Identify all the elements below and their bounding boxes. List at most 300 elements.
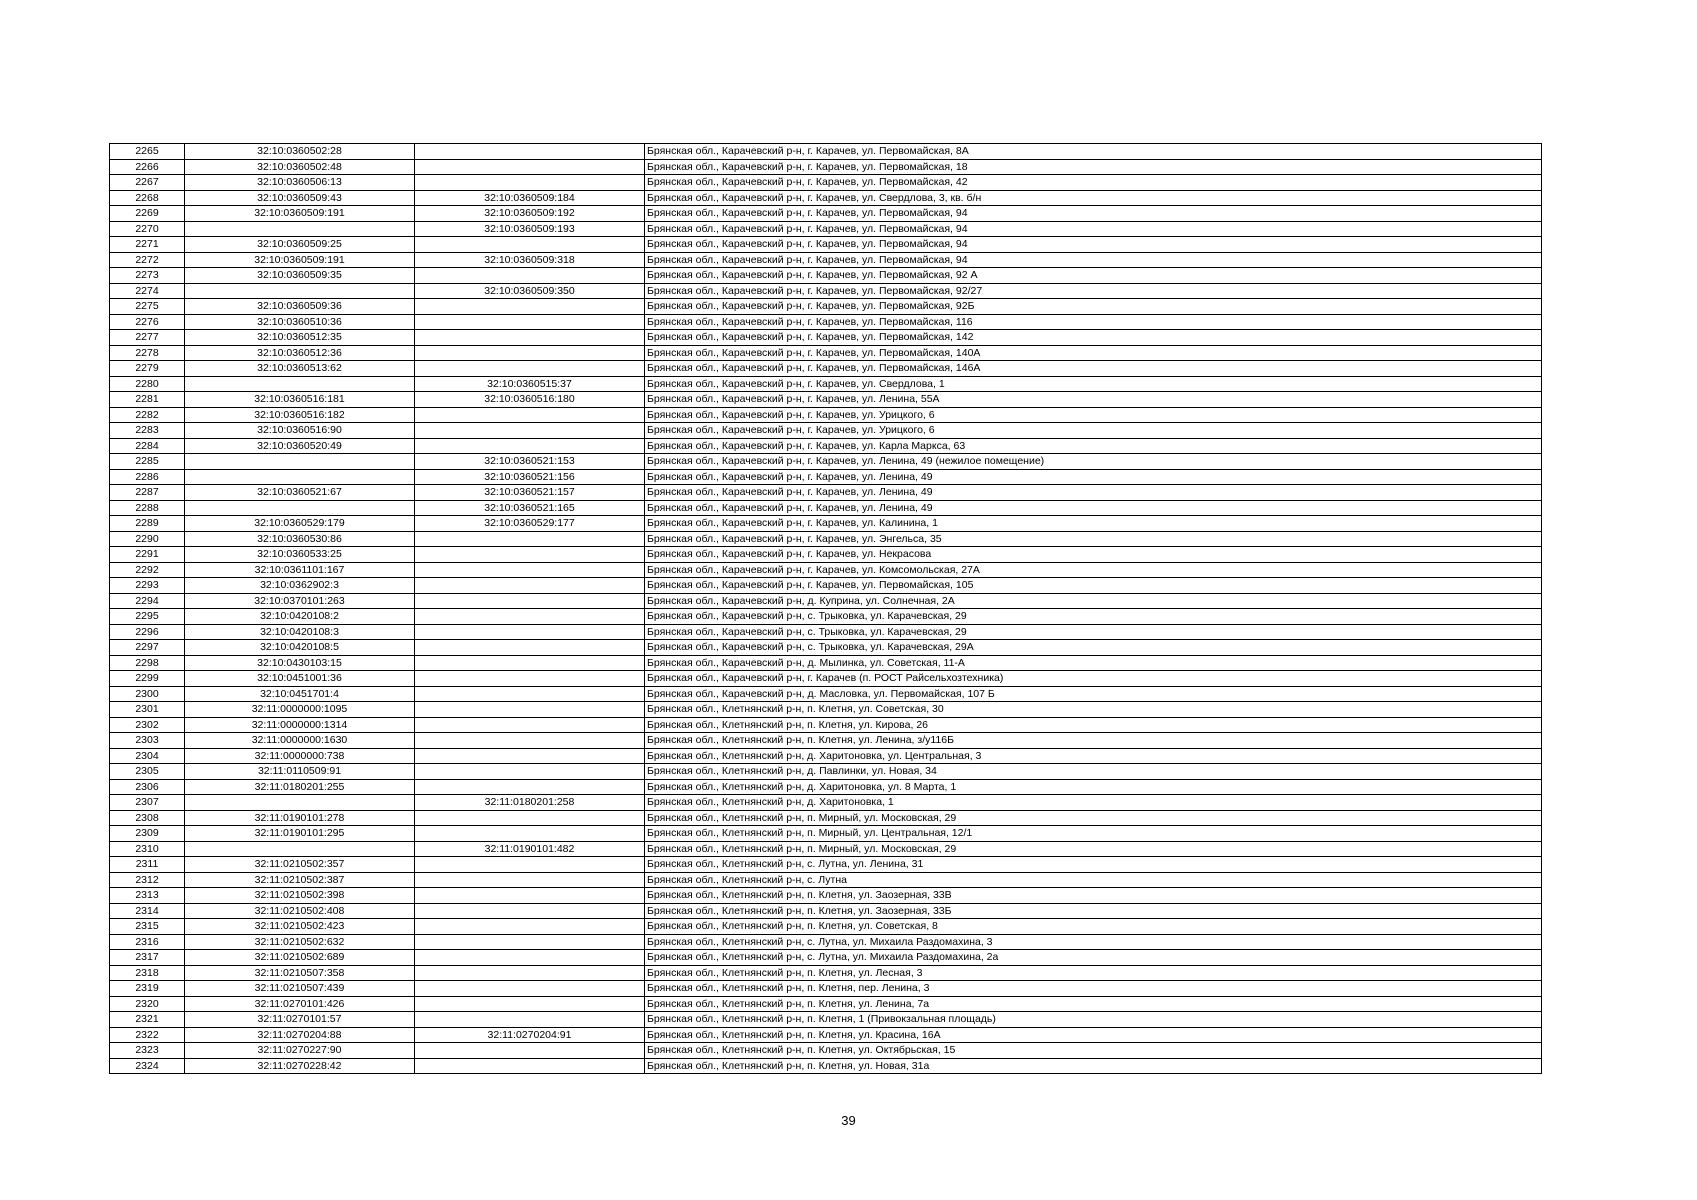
address-cell: Брянская обл., Карачевский р-н, г. Карачев, ул. Первомайская, 94 [645, 237, 1542, 253]
row-number-cell: 2322 [110, 1027, 185, 1043]
table-row [110, 190, 1542, 206]
address-cell: Брянская обл., Клетнянский р-н, п. Клетня, ул. Кирова, 26 [645, 717, 1542, 733]
row-number-cell: 2271 [110, 237, 185, 253]
related-cadastral-cell [415, 314, 645, 330]
address-cell: Брянская обл., Карачевский р-н, г. Карачев, ул. Некрасова [645, 547, 1542, 563]
row-number-cell: 2307 [110, 795, 185, 811]
address-cell: Брянская обл., Карачевский р-н, д. Масловка, ул. Первомайская, 107 Б [645, 686, 1542, 702]
row-number-cell: 2293 [110, 578, 185, 594]
address-cell: Брянская обл., Карачевский р-н, с. Трыковка, ул. Карачевская, 29 [645, 609, 1542, 625]
row-number-cell: 2318 [110, 965, 185, 981]
related-cadastral-cell [415, 764, 645, 780]
related-cadastral-cell: 32:10:0360529:177 [415, 516, 645, 532]
address-cell: Брянская обл., Клетнянский р-н, п. Мирный, ул. Центральная, 12/1 [645, 826, 1542, 842]
related-cadastral-cell [415, 888, 645, 904]
table-body [110, 144, 1542, 1074]
cadastral-number-cell [185, 841, 415, 857]
address-cell: Брянская обл., Клетнянский р-н, п. Клетня, пер. Ленина, 3 [645, 981, 1542, 997]
address-cell: Брянская обл., Клетнянский р-н, с. Лутна, ул. Ленина, 31 [645, 857, 1542, 873]
address-cell: Брянская обл., Клетнянский р-н, п. Клетня, ул. Советская, 30 [645, 702, 1542, 718]
table-row [110, 1027, 1542, 1043]
row-number-cell: 2314 [110, 903, 185, 919]
row-number-cell: 2270 [110, 221, 185, 237]
cadastral-number-cell: 32:10:0360516:181 [185, 392, 415, 408]
related-cadastral-cell [415, 950, 645, 966]
row-number-cell: 2273 [110, 268, 185, 284]
address-cell: Брянская обл., Карачевский р-н, д. Куприна, ул. Солнечная, 2А [645, 593, 1542, 609]
table-row [110, 423, 1542, 439]
table-row [110, 919, 1542, 935]
cadastral-number-cell: 32:11:0000000:1314 [185, 717, 415, 733]
address-cell: Брянская обл., Клетнянский р-н, д. Харитоновка, ул. 8 Марта, 1 [645, 779, 1542, 795]
related-cadastral-cell [415, 1058, 645, 1074]
cadastral-number-cell: 32:11:0270204:88 [185, 1027, 415, 1043]
table-row [110, 841, 1542, 857]
related-cadastral-cell [415, 547, 645, 563]
related-cadastral-cell [415, 531, 645, 547]
cadastral-number-cell: 32:10:0360516:182 [185, 407, 415, 423]
cadastral-number-cell: 32:10:0361101:167 [185, 562, 415, 578]
row-number-cell: 2275 [110, 299, 185, 315]
cadastral-number-cell: 32:10:0360509:35 [185, 268, 415, 284]
row-number-cell: 2303 [110, 733, 185, 749]
row-number-cell: 2308 [110, 810, 185, 826]
row-number-cell: 2287 [110, 485, 185, 501]
related-cadastral-cell [415, 748, 645, 764]
cadastral-number-cell: 32:10:0360512:36 [185, 345, 415, 361]
related-cadastral-cell: 32:10:0360515:37 [415, 376, 645, 392]
row-number-cell: 2290 [110, 531, 185, 547]
related-cadastral-cell [415, 779, 645, 795]
row-number-cell: 2320 [110, 996, 185, 1012]
address-cell: Брянская обл., Клетнянский р-н, п. Клетня, ул. Советская, 8 [645, 919, 1542, 935]
row-number-cell: 2304 [110, 748, 185, 764]
related-cadastral-cell [415, 609, 645, 625]
related-cadastral-cell [415, 810, 645, 826]
cadastral-number-cell: 32:10:0360513:62 [185, 361, 415, 377]
cadastral-number-cell: 32:10:0360506:13 [185, 175, 415, 191]
table-row [110, 810, 1542, 826]
cadastral-number-cell: 32:10:0360510:36 [185, 314, 415, 330]
cadastral-number-cell: 32:10:0360509:191 [185, 206, 415, 222]
related-cadastral-cell: 32:10:0360509:193 [415, 221, 645, 237]
table-row [110, 330, 1542, 346]
row-number-cell: 2296 [110, 624, 185, 640]
table-row [110, 903, 1542, 919]
table-row [110, 1058, 1542, 1074]
cadastral-number-cell: 32:10:0360530:86 [185, 531, 415, 547]
row-number-cell: 2276 [110, 314, 185, 330]
table-row [110, 314, 1542, 330]
address-cell: Брянская обл., Карачевский р-н, г. Карачев, ул. Карла Маркса, 63 [645, 438, 1542, 454]
table-row [110, 655, 1542, 671]
related-cadastral-cell: 32:10:0360516:180 [415, 392, 645, 408]
cadastral-number-cell [185, 376, 415, 392]
table-row [110, 717, 1542, 733]
address-cell: Брянская обл., Клетнянский р-н, с. Лутна [645, 872, 1542, 888]
row-number-cell: 2310 [110, 841, 185, 857]
row-number-cell: 2269 [110, 206, 185, 222]
row-number-cell: 2316 [110, 934, 185, 950]
row-number-cell: 2286 [110, 469, 185, 485]
related-cadastral-cell: 32:11:0180201:258 [415, 795, 645, 811]
related-cadastral-cell [415, 159, 645, 175]
cadastral-number-cell [185, 221, 415, 237]
address-cell: Брянская обл., Клетнянский р-н, д. Павлинки, ул. Новая, 34 [645, 764, 1542, 780]
table-row [110, 686, 1542, 702]
related-cadastral-cell: 32:10:0360509:192 [415, 206, 645, 222]
cadastral-number-cell: 32:10:0360521:67 [185, 485, 415, 501]
cadastral-number-cell: 32:11:0000000:1095 [185, 702, 415, 718]
address-cell: Брянская обл., Клетнянский р-н, п. Мирный, ул. Московская, 29 [645, 841, 1542, 857]
cadastral-number-cell: 32:10:0360509:25 [185, 237, 415, 253]
related-cadastral-cell [415, 361, 645, 377]
table-row [110, 485, 1542, 501]
row-number-cell: 2280 [110, 376, 185, 392]
table-row [110, 237, 1542, 253]
address-cell: Брянская обл., Карачевский р-н, г. Карачев, ул. Первомайская, 146А [645, 361, 1542, 377]
row-number-cell: 2282 [110, 407, 185, 423]
related-cadastral-cell: 32:11:0270204:91 [415, 1027, 645, 1043]
cadastral-number-cell: 32:10:0360509:36 [185, 299, 415, 315]
address-cell: Брянская обл., Карачевский р-н, г. Карачев, ул. Первомайская, 92Б [645, 299, 1542, 315]
cadastral-number-cell: 32:10:0360509:43 [185, 190, 415, 206]
cadastral-number-cell: 32:10:0360502:28 [185, 144, 415, 160]
table-row [110, 593, 1542, 609]
table-row [110, 779, 1542, 795]
table-row [110, 624, 1542, 640]
address-cell: Брянская обл., Карачевский р-н, г. Карачев, ул. Ленина, 49 [645, 500, 1542, 516]
table-row [110, 826, 1542, 842]
cadastral-number-cell [185, 500, 415, 516]
row-number-cell: 2300 [110, 686, 185, 702]
address-cell: Брянская обл., Клетнянский р-н, п. Клетня, ул. Ленина, 7а [645, 996, 1542, 1012]
row-number-cell: 2268 [110, 190, 185, 206]
related-cadastral-cell [415, 903, 645, 919]
cadastral-number-cell: 32:10:0360512:35 [185, 330, 415, 346]
table-row [110, 206, 1542, 222]
address-cell: Брянская обл., Карачевский р-н, г. Карачев, ул. Первомайская, 94 [645, 221, 1542, 237]
table-row [110, 888, 1542, 904]
table-row [110, 857, 1542, 873]
row-number-cell: 2315 [110, 919, 185, 935]
table-row [110, 221, 1542, 237]
cadastral-number-cell: 32:10:0360529:179 [185, 516, 415, 532]
related-cadastral-cell [415, 686, 645, 702]
table-row [110, 376, 1542, 392]
address-cell: Брянская обл., Клетнянский р-н, п. Клетня, ул. Заозерная, 33В [645, 888, 1542, 904]
cadastral-number-cell: 32:11:0270228:42 [185, 1058, 415, 1074]
row-number-cell: 2306 [110, 779, 185, 795]
row-number-cell: 2321 [110, 1012, 185, 1028]
cadastral-number-cell [185, 469, 415, 485]
table-row [110, 299, 1542, 315]
table-row [110, 748, 1542, 764]
row-number-cell: 2272 [110, 252, 185, 268]
address-cell: Брянская обл., Карачевский р-н, г. Карачев (п. РОСТ Райсельхозтехника) [645, 671, 1542, 687]
related-cadastral-cell [415, 144, 645, 160]
table-row [110, 531, 1542, 547]
row-number-cell: 2309 [110, 826, 185, 842]
row-number-cell: 2278 [110, 345, 185, 361]
row-number-cell: 2324 [110, 1058, 185, 1074]
table-row [110, 702, 1542, 718]
related-cadastral-cell [415, 826, 645, 842]
address-cell: Брянская обл., Клетнянский р-н, п. Клетня, 1 (Привокзальная площадь) [645, 1012, 1542, 1028]
address-cell: Брянская обл., Клетнянский р-н, п. Клетня, ул. Лесная, 3 [645, 965, 1542, 981]
address-cell: Брянская обл., Клетнянский р-н, с. Лутна, ул. Михаила Раздомахина, 3 [645, 934, 1542, 950]
address-cell: Брянская обл., Клетнянский р-н, п. Клетня, ул. Новая, 31а [645, 1058, 1542, 1074]
table-row [110, 996, 1542, 1012]
related-cadastral-cell [415, 175, 645, 191]
cadastral-number-cell: 32:11:0210502:408 [185, 903, 415, 919]
cadastral-number-cell: 32:11:0210502:423 [185, 919, 415, 935]
cadastral-number-cell: 32:11:0270227:90 [185, 1043, 415, 1059]
cadastral-number-cell: 32:11:0180201:255 [185, 779, 415, 795]
row-number-cell: 2313 [110, 888, 185, 904]
table-row [110, 469, 1542, 485]
address-cell: Брянская обл., Клетнянский р-н, п. Клетня, ул. Ленина, з/у116Б [645, 733, 1542, 749]
cadastral-number-cell: 32:11:0210507:439 [185, 981, 415, 997]
table-row [110, 671, 1542, 687]
cadastral-number-cell: 32:10:0360509:191 [185, 252, 415, 268]
table-row [110, 578, 1542, 594]
table-row [110, 795, 1542, 811]
table-row [110, 361, 1542, 377]
related-cadastral-cell [415, 562, 645, 578]
cadastral-number-cell: 32:11:0190101:295 [185, 826, 415, 842]
related-cadastral-cell [415, 981, 645, 997]
table-row [110, 981, 1542, 997]
cadastral-number-cell: 32:11:0110509:91 [185, 764, 415, 780]
cadastral-number-cell: 32:11:0210502:357 [185, 857, 415, 873]
related-cadastral-cell: 32:10:0360521:157 [415, 485, 645, 501]
cadastral-number-cell: 32:11:0210502:632 [185, 934, 415, 950]
related-cadastral-cell [415, 919, 645, 935]
related-cadastral-cell [415, 237, 645, 253]
related-cadastral-cell [415, 299, 645, 315]
address-cell: Брянская обл., Клетнянский р-н, п. Клетня, ул. Октябрьская, 15 [645, 1043, 1542, 1059]
row-number-cell: 2311 [110, 857, 185, 873]
related-cadastral-cell [415, 857, 645, 873]
cadastral-number-cell: 32:11:0210502:398 [185, 888, 415, 904]
related-cadastral-cell [415, 965, 645, 981]
table-row [110, 438, 1542, 454]
related-cadastral-cell [415, 624, 645, 640]
address-cell: Брянская обл., Карачевский р-н, г. Карачев, ул. Первомайская, 116 [645, 314, 1542, 330]
address-cell: Брянская обл., Карачевский р-н, г. Карачев, ул. Первомайская, 42 [645, 175, 1542, 191]
row-number-cell: 2298 [110, 655, 185, 671]
cadastral-number-cell: 32:10:0370101:263 [185, 593, 415, 609]
related-cadastral-cell: 32:10:0360509:184 [415, 190, 645, 206]
related-cadastral-cell [415, 423, 645, 439]
address-cell: Брянская обл., Карачевский р-н, г. Карачев, ул. Калинина, 1 [645, 516, 1542, 532]
address-cell: Брянская обл., Карачевский р-н, г. Карачев, ул. Ленина, 55А [645, 392, 1542, 408]
address-cell: Брянская обл., Карачевский р-н, г. Карачев, ул. Ленина, 49 (нежилое помещение) [645, 454, 1542, 470]
cadastral-number-cell: 32:11:0190101:278 [185, 810, 415, 826]
address-cell: Брянская обл., Карачевский р-н, с. Трыковка, ул. Карачевская, 29А [645, 640, 1542, 656]
related-cadastral-cell [415, 702, 645, 718]
table-row [110, 516, 1542, 532]
address-cell: Брянская обл., Клетнянский р-н, п. Клетня, ул. Заозерная, 33Б [645, 903, 1542, 919]
related-cadastral-cell [415, 593, 645, 609]
cadastral-number-cell: 32:10:0420108:2 [185, 609, 415, 625]
table-row [110, 407, 1542, 423]
address-cell: Брянская обл., Карачевский р-н, г. Карачев, ул. Первомайская, 142 [645, 330, 1542, 346]
address-cell: Брянская обл., Карачевский р-н, г. Карачев, ул. Первомайская, 8А [645, 144, 1542, 160]
row-number-cell: 2295 [110, 609, 185, 625]
cadastral-number-cell: 32:11:0000000:1630 [185, 733, 415, 749]
cadastral-number-cell [185, 283, 415, 299]
related-cadastral-cell [415, 345, 645, 361]
table-row [110, 965, 1542, 981]
row-number-cell: 2291 [110, 547, 185, 563]
table-row [110, 392, 1542, 408]
address-cell: Брянская обл., Карачевский р-н, г. Карачев, ул. Свердлова, 1 [645, 376, 1542, 392]
address-cell: Брянская обл., Клетнянский р-н, п. Мирный, ул. Московская, 29 [645, 810, 1542, 826]
address-cell: Брянская обл., Карачевский р-н, г. Карачев, ул. Комсомольская, 27А [645, 562, 1542, 578]
address-cell: Брянская обл., Карачевский р-н, г. Карачев, ул. Первомайская, 92/27 [645, 283, 1542, 299]
related-cadastral-cell [415, 1012, 645, 1028]
address-cell: Брянская обл., Клетнянский р-н, с. Лутна, ул. Михаила Раздомахина, 2а [645, 950, 1542, 966]
related-cadastral-cell: 32:10:0360521:165 [415, 500, 645, 516]
cadastral-number-cell: 32:10:0360533:25 [185, 547, 415, 563]
related-cadastral-cell [415, 733, 645, 749]
cadastral-number-cell: 32:10:0451701:4 [185, 686, 415, 702]
row-number-cell: 2319 [110, 981, 185, 997]
row-number-cell: 2305 [110, 764, 185, 780]
table-row [110, 1012, 1542, 1028]
related-cadastral-cell [415, 1043, 645, 1059]
table-row [110, 764, 1542, 780]
address-cell: Брянская обл., Карачевский р-н, г. Карачев, ул. Урицкого, 6 [645, 423, 1542, 439]
row-number-cell: 2267 [110, 175, 185, 191]
related-cadastral-cell [415, 407, 645, 423]
cadastral-number-cell [185, 795, 415, 811]
row-number-cell: 2292 [110, 562, 185, 578]
table-row [110, 454, 1542, 470]
address-cell: Брянская обл., Карачевский р-н, г. Карачев, ул. Энгельса, 35 [645, 531, 1542, 547]
related-cadastral-cell: 32:10:0360521:156 [415, 469, 645, 485]
related-cadastral-cell [415, 717, 645, 733]
related-cadastral-cell: 32:10:0360521:153 [415, 454, 645, 470]
address-cell: Брянская обл., Карачевский р-н, г. Карачев, ул. Первомайская, 18 [645, 159, 1542, 175]
address-cell: Брянская обл., Карачевский р-н, г. Карачев, ул. Ленина, 49 [645, 469, 1542, 485]
table-row [110, 1043, 1542, 1059]
address-cell: Брянская обл., Клетнянский р-н, д. Харитоновка, ул. Центральная, 3 [645, 748, 1542, 764]
row-number-cell: 2299 [110, 671, 185, 687]
table-row [110, 547, 1542, 563]
property-register-table [109, 143, 1542, 1074]
table-row [110, 733, 1542, 749]
address-cell: Брянская обл., Карачевский р-н, г. Карачев, ул. Ленина, 49 [645, 485, 1542, 501]
table-row [110, 268, 1542, 284]
row-number-cell: 2317 [110, 950, 185, 966]
row-number-cell: 2277 [110, 330, 185, 346]
related-cadastral-cell [415, 438, 645, 454]
row-number-cell: 2301 [110, 702, 185, 718]
related-cadastral-cell: 32:11:0190101:482 [415, 841, 645, 857]
address-cell: Брянская обл., Клетнянский р-н, п. Клетня, ул. Красина, 16А [645, 1027, 1542, 1043]
related-cadastral-cell [415, 996, 645, 1012]
cadastral-number-cell: 32:10:0420108:3 [185, 624, 415, 640]
row-number-cell: 2312 [110, 872, 185, 888]
row-number-cell: 2281 [110, 392, 185, 408]
table-row [110, 562, 1542, 578]
address-cell: Брянская обл., Карачевский р-н, г. Карачев, ул. Первомайская, 140А [645, 345, 1542, 361]
related-cadastral-cell [415, 934, 645, 950]
table-row [110, 640, 1542, 656]
related-cadastral-cell [415, 268, 645, 284]
row-number-cell: 2266 [110, 159, 185, 175]
table-row [110, 934, 1542, 950]
cadastral-number-cell: 32:11:0210507:358 [185, 965, 415, 981]
related-cadastral-cell: 32:10:0360509:318 [415, 252, 645, 268]
related-cadastral-cell [415, 655, 645, 671]
row-number-cell: 2297 [110, 640, 185, 656]
table-row [110, 283, 1542, 299]
cadastral-number-cell: 32:10:0360516:90 [185, 423, 415, 439]
table-row [110, 252, 1542, 268]
table-row [110, 950, 1542, 966]
address-cell: Брянская обл., Клетнянский р-н, д. Харитоновка, 1 [645, 795, 1542, 811]
address-cell: Брянская обл., Карачевский р-н, г. Карачев, ул. Свердлова, 3, кв. б/н [645, 190, 1542, 206]
row-number-cell: 2289 [110, 516, 185, 532]
row-number-cell: 2279 [110, 361, 185, 377]
row-number-cell: 2288 [110, 500, 185, 516]
address-cell: Брянская обл., Карачевский р-н, г. Карачев, ул. Первомайская, 94 [645, 252, 1542, 268]
cadastral-number-cell: 32:10:0420108:5 [185, 640, 415, 656]
row-number-cell: 2285 [110, 454, 185, 470]
page-number: 39 [841, 1113, 856, 1128]
address-cell: Брянская обл., Карачевский р-н, с. Трыковка, ул. Карачевская, 29 [645, 624, 1542, 640]
row-number-cell: 2284 [110, 438, 185, 454]
table-row [110, 159, 1542, 175]
cadastral-number-cell: 32:11:0210502:689 [185, 950, 415, 966]
related-cadastral-cell [415, 671, 645, 687]
row-number-cell: 2294 [110, 593, 185, 609]
table-row [110, 175, 1542, 191]
related-cadastral-cell [415, 578, 645, 594]
related-cadastral-cell: 32:10:0360509:350 [415, 283, 645, 299]
table-row [110, 345, 1542, 361]
row-number-cell: 2283 [110, 423, 185, 439]
address-cell: Брянская обл., Карачевский р-н, г. Карачев, ул. Первомайская, 92 А [645, 268, 1542, 284]
address-cell: Брянская обл., Карачевский р-н, д. Мылинка, ул. Советская, 11-А [645, 655, 1542, 671]
cadastral-number-cell [185, 454, 415, 470]
cadastral-number-cell: 32:11:0270101:426 [185, 996, 415, 1012]
row-number-cell: 2323 [110, 1043, 185, 1059]
cadastral-number-cell: 32:11:0210502:387 [185, 872, 415, 888]
address-cell: Брянская обл., Карачевский р-н, г. Карачев, ул. Урицкого, 6 [645, 407, 1542, 423]
table-row [110, 872, 1542, 888]
cadastral-number-cell: 32:10:0430103:15 [185, 655, 415, 671]
table-row [110, 609, 1542, 625]
cadastral-number-cell: 32:10:0360520:49 [185, 438, 415, 454]
related-cadastral-cell [415, 640, 645, 656]
cadastral-number-cell: 32:10:0360502:48 [185, 159, 415, 175]
address-cell: Брянская обл., Карачевский р-н, г. Карачев, ул. Первомайская, 105 [645, 578, 1542, 594]
row-number-cell: 2265 [110, 144, 185, 160]
related-cadastral-cell [415, 330, 645, 346]
cadastral-number-cell: 32:10:0362902:3 [185, 578, 415, 594]
cadastral-number-cell: 32:11:0000000:738 [185, 748, 415, 764]
row-number-cell: 2274 [110, 283, 185, 299]
address-cell: Брянская обл., Карачевский р-н, г. Карачев, ул. Первомайская, 94 [645, 206, 1542, 222]
table-row [110, 500, 1542, 516]
related-cadastral-cell [415, 872, 645, 888]
cadastral-number-cell: 32:10:0451001:36 [185, 671, 415, 687]
